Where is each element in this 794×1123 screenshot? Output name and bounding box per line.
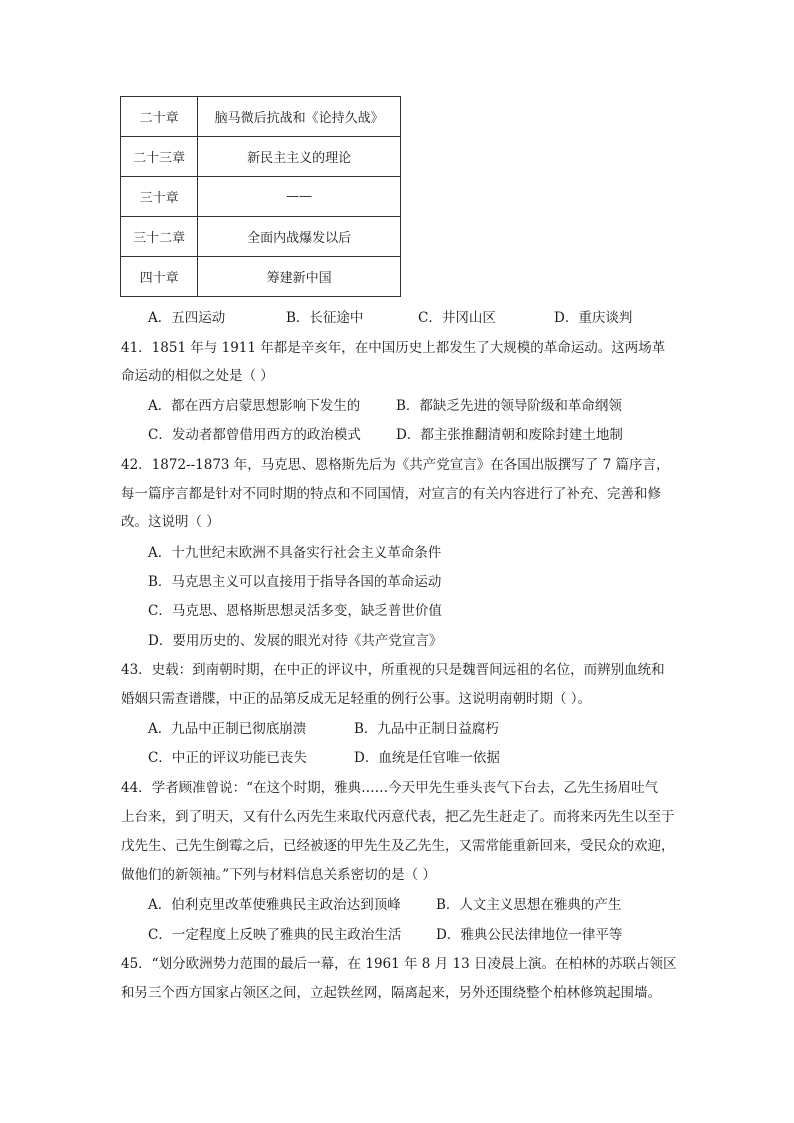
q40-option-b[interactable]: B．长征途中 xyxy=(286,310,364,326)
q44-option-d[interactable]: D．雅典公民法律地位一律平等 xyxy=(436,927,623,943)
q44-option-c[interactable]: C．一定程度上反映了雅典的民主政治生活 xyxy=(148,927,402,943)
q44-stem-line: 44．学者顾准曾说：“在这个时期，雅典……今天甲先生垂头丧气下台去，乙先生扬眉吐气 xyxy=(121,780,659,796)
table-row xyxy=(121,177,401,217)
table-cell-content: 脑马微后抗战和《论持久战》 xyxy=(198,97,401,137)
table-row xyxy=(121,217,401,257)
q42-option-a[interactable]: A．十九世纪末欧洲不具备实行社会主义革命条件 xyxy=(148,545,442,561)
q42-stem-line: 42．1872--1873 年，马克思、恩格斯先后为《共产党宣言》在各国出版撰写了 7 篇序言， xyxy=(121,457,670,473)
q41-option-a[interactable]: A．都在西方启蒙思想影响下发生的 xyxy=(148,398,361,414)
table-cell-content: 筹建新中国 xyxy=(198,257,401,297)
table-cell-chapter: 四十章 xyxy=(121,257,198,297)
table-cell-content: 全面内战爆发以后 xyxy=(198,217,401,257)
q44-option-a[interactable]: A．伯利克里改革使雅典民主政治达到顶峰 xyxy=(148,897,401,913)
table-cell-chapter: 二十章 xyxy=(121,97,198,137)
q42-option-b[interactable]: B．马克思主义可以直接用于指导各国的革命运动 xyxy=(148,574,442,590)
table-row xyxy=(121,97,401,137)
table-cell-chapter: 三十二章 xyxy=(121,217,198,257)
q42-stem-line: 改。这说明（ ） xyxy=(121,514,220,530)
table-row xyxy=(121,257,401,297)
q43-option-d[interactable]: D．血统是任官唯一依据 xyxy=(354,750,500,766)
q41-option-c[interactable]: C．发动者都曾借用西方的政治模式 xyxy=(148,427,361,443)
q41-option-b[interactable]: B．都缺乏先进的领导阶级和革命纲领 xyxy=(396,398,622,414)
q45-stem-line: 45．“划分欧洲势力范围的最后一幕，在 1961 年 8 月 13 日凌晨上演。在柏林的苏联占领区 xyxy=(121,956,677,972)
table-cell-content: —— xyxy=(198,177,401,217)
q40-option-d[interactable]: D．重庆谈判 xyxy=(554,310,633,326)
q44-stem-line: 戊先生、己先生倒霉之后，已经被逐的甲先生及乙先生，又需常能重新回来，受民众的欢迎， xyxy=(121,838,675,854)
q45-stem-line: 和另三个西方国家占领区之间，立起铁丝网，隔离起来，另外还围绕整个柏林修筑起围墙。 xyxy=(121,985,661,1001)
q43-stem-line: 婚姻只需查谱牒，中正的品第反成无足轻重的例行公事。这说明南朝时期（ ）。 xyxy=(121,691,592,707)
q42-option-c[interactable]: C．马克思、恩格斯思想灵活多变，缺乏普世价值 xyxy=(148,603,442,619)
q44-stem-line: 做他们的新领袖。”下列与材料信息关系密切的是（ ） xyxy=(121,867,436,883)
q42-option-d[interactable]: D．要用历史的、发展的眼光对待《共产党宣言》 xyxy=(148,633,443,649)
q44-option-b[interactable]: B．人文主义思想在雅典的产生 xyxy=(436,897,622,913)
chapter-table xyxy=(120,96,401,297)
q43-option-a[interactable]: A．九品中正制已彻底崩溃 xyxy=(148,721,307,737)
q41-stem-line: 命运动的相似之处是（ ） xyxy=(121,368,274,384)
table-cell-content: 新民主主义的理论 xyxy=(198,137,401,177)
q44-stem-line: 上台来，到了明天，又有什么丙先生来取代丙意代表，把乙先生赶走了。而将来丙先生以至于 xyxy=(121,809,675,825)
q41-option-d[interactable]: D．都主张推翻清朝和废除封建土地制 xyxy=(396,427,623,443)
q43-option-b[interactable]: B．九品中正制日益腐朽 xyxy=(354,721,499,737)
table-cell-chapter: 二十三章 xyxy=(121,137,198,177)
q40-option-c[interactable]: C．井冈山区 xyxy=(418,310,496,326)
q40-option-a[interactable]: A．五四运动 xyxy=(148,310,226,326)
table-cell-chapter: 三十章 xyxy=(121,177,198,217)
q43-stem-line: 43．史载：到南朝时期，在中正的评议中，所重视的只是魏晋间远祖的名位，而辨别血统和 xyxy=(121,662,665,678)
q42-stem-line: 每一篇序言都是针对不同时期的特点和不同国情，对宣言的有关内容进行了补充、完善和修 xyxy=(121,486,661,502)
q41-stem-line: 41．1851 年与 1911 年都是辛亥年，在中国历史上都发生了大规模的革命运动。这两场革 xyxy=(121,340,666,356)
q43-option-c[interactable]: C．中正的评议功能已丧失 xyxy=(148,750,307,766)
table-row xyxy=(121,137,401,177)
